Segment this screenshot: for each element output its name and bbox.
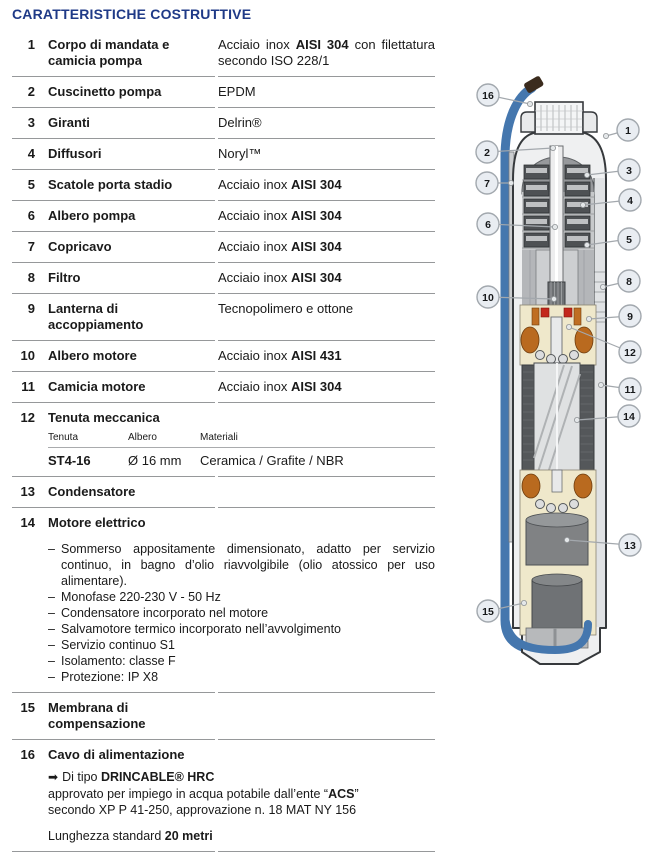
component-label: Camicia motore (48, 379, 146, 394)
cable-type-line: ➡ Di tipo DRINCABLE® HRC (48, 770, 215, 784)
material-value: Acciaio inox AISI 304 (218, 239, 342, 254)
motor-feature: – Sommerso appositamente dimensionato, adatto per servizio continuo, in bagno d’olio riavvolgibile (olio atossico per uso alimentare). (48, 541, 435, 589)
component-label: Cuscinetto pompa (48, 84, 162, 99)
row-divider (12, 692, 435, 693)
material-value: EPDM (218, 84, 256, 99)
callout-number: 4 (627, 194, 633, 207)
row-divider (12, 200, 435, 201)
component-label: Albero motore (48, 348, 137, 363)
page-title: CARATTERISTICHE COSTRUTTIVE (12, 6, 252, 22)
component-label: Lanterna di accoppiamento (48, 301, 144, 332)
row-divider (12, 739, 435, 740)
seal-subtable-values (48, 448, 435, 469)
row-number: 3 (27, 115, 35, 130)
row-divider (12, 371, 435, 372)
row-divider (12, 76, 435, 77)
seal-subtable-header: Tenuta Albero Materiali (48, 432, 435, 448)
row-number: 15 (20, 700, 35, 715)
spec-row-11 (12, 372, 435, 402)
row-number: 4 (27, 146, 35, 161)
spec-row-15 (12, 693, 435, 739)
callout-target-dot (598, 382, 603, 387)
callout-target-dot (584, 172, 589, 177)
spec-row-4 (12, 139, 435, 169)
row-divider (12, 340, 435, 341)
motor-feature: – Salvamotore termico incorporato nell’avvolgimento (48, 621, 435, 637)
material-value: Acciaio inox AISI 304 con filettatura secondo ISO 228/1 (218, 37, 436, 68)
callout-target-dot (580, 202, 585, 207)
material-value: Noryl™ (218, 146, 262, 161)
cable-notes (48, 769, 435, 844)
component-label: Scatole porta stadio (48, 177, 173, 192)
callout-target-dot (564, 537, 569, 542)
spec-row-1 (12, 30, 435, 76)
row-divider (12, 402, 435, 403)
coil-end-left (521, 327, 539, 353)
callout-target-dot (584, 242, 589, 247)
body-lug-right (583, 112, 597, 132)
spec-row-3 (12, 108, 435, 138)
seal-red-right (564, 308, 572, 317)
row-divider (12, 262, 435, 263)
spec-row-16 (12, 740, 435, 851)
motor-feature: – Condensatore incorporato nel motore (48, 605, 435, 621)
seal-subtable (48, 432, 435, 469)
callout-number: 2 (484, 146, 490, 159)
seal-code: ST4-16 (48, 453, 91, 468)
callout-number: 7 (484, 177, 490, 190)
component-label: Copricavo (48, 239, 112, 254)
spec-row-2 (12, 77, 435, 107)
material-value: Acciaio inox AISI 431 (218, 348, 342, 363)
callout-target-dot (527, 101, 532, 106)
motor-features (48, 537, 435, 685)
seal-red-left (541, 308, 549, 317)
material-value: Delrin® (218, 115, 262, 130)
spec-row-6 (12, 201, 435, 231)
row-divider (12, 231, 435, 232)
coil-end-lower-right (574, 474, 592, 498)
row-divider (12, 169, 435, 170)
callout-target-dot (508, 180, 513, 185)
callout-number: 12 (624, 346, 636, 359)
callout-target-dot (550, 145, 555, 150)
row-number: 5 (27, 177, 35, 192)
callout-target-dot (521, 600, 526, 605)
callout-number: 16 (482, 89, 494, 102)
callout-number: 15 (482, 605, 494, 618)
spec-row-10 (12, 341, 435, 371)
motor-feature: – Monofase 220-230 V - 50 Hz (48, 589, 435, 605)
callout-number: 10 (482, 291, 494, 304)
row-number: 16 (20, 747, 35, 762)
row-divider (12, 507, 435, 508)
coil-end-lower-left (522, 474, 540, 498)
component-label: Condensatore (48, 484, 136, 499)
callout-number: 8 (626, 275, 632, 288)
row-divider (12, 107, 435, 108)
callout-number: 9 (627, 310, 633, 323)
row-number: 2 (27, 84, 35, 99)
callout-target-dot (586, 316, 591, 321)
row-number: 13 (20, 484, 35, 499)
spec-table (12, 30, 435, 852)
row-number: 11 (21, 379, 35, 394)
row-number: 12 (20, 410, 35, 425)
material-value: Acciaio inox AISI 304 (218, 208, 342, 223)
callout-number: 1 (625, 124, 631, 137)
row-number: 6 (27, 208, 35, 223)
callout-target-dot (551, 296, 556, 301)
cable-length-line: Lunghezza standard 20 metri (48, 828, 213, 843)
material-value: Acciaio inox AISI 304 (218, 177, 342, 192)
callout-target-dot (552, 224, 557, 229)
material-value: Acciaio inox AISI 304 (218, 270, 342, 285)
component-label: Membrana di compensazione (48, 700, 146, 731)
component-label: Tenuta meccanica (48, 410, 160, 425)
spec-row-13 (12, 477, 435, 507)
component-label: Diffusori (48, 146, 102, 161)
row-number: 7 (27, 239, 35, 254)
spec-row-5 (12, 170, 435, 200)
component-label: Motore elettrico (48, 515, 146, 530)
row-divider (12, 476, 435, 477)
spec-row-9 (12, 294, 435, 340)
cable-approval-line: approvato per impiego in acqua potabile dall’ente “ACS” (48, 786, 359, 801)
row-number: 8 (27, 270, 35, 285)
right-arrow-icon: ➡ (48, 770, 59, 784)
cable-standard-line: secondo XP P 41-250, approvazione n. 18 MAT NY 156 (48, 803, 357, 817)
spec-row-14 (12, 508, 435, 692)
component-label: Filtro (48, 270, 81, 285)
callout-number: 6 (485, 218, 491, 231)
callout-number: 14 (623, 410, 635, 423)
callout-number: 5 (626, 233, 632, 246)
spec-row-8 (12, 263, 435, 293)
row-number: 14 (20, 515, 35, 530)
motor-feature: – Protezione: IP X8 (48, 669, 435, 685)
component-label: Cavo di alimentazione (48, 747, 185, 762)
material-value: Tecnopolimero e ottone (218, 301, 354, 316)
callout-number: 3 (626, 164, 632, 177)
row-divider (12, 138, 435, 139)
component-label: Albero pompa (48, 208, 136, 223)
component-label: Corpo di mandata e camicia pompa (48, 37, 170, 68)
component-label: Giranti (48, 115, 90, 130)
spec-row-12 (12, 403, 435, 476)
callout-target-dot (603, 133, 608, 138)
row-divider (12, 293, 435, 294)
row-number: 9 (27, 301, 35, 316)
compensation-membrane (532, 580, 582, 628)
seal-shaft-diameter: Ø 16 mm (128, 453, 182, 468)
callout-target-dot (574, 417, 579, 422)
motor-feature: – Servizio continuo S1 (48, 637, 435, 653)
seal-materials: Ceramica / Grafite / NBR (200, 453, 344, 468)
pump-cutaway-diagram (460, 72, 660, 682)
callout-target-dot (600, 284, 605, 289)
material-value: Acciaio inox AISI 304 (218, 379, 342, 394)
motor-feature: – Isolamento: classe F (48, 653, 435, 669)
row-number: 1 (27, 37, 35, 52)
row-number: 10 (20, 348, 35, 363)
callout-number: 11 (624, 383, 636, 396)
body-lug-left (521, 112, 535, 132)
spec-row-7 (12, 232, 435, 262)
callout-number: 13 (624, 539, 636, 552)
callout-target-dot (566, 324, 571, 329)
